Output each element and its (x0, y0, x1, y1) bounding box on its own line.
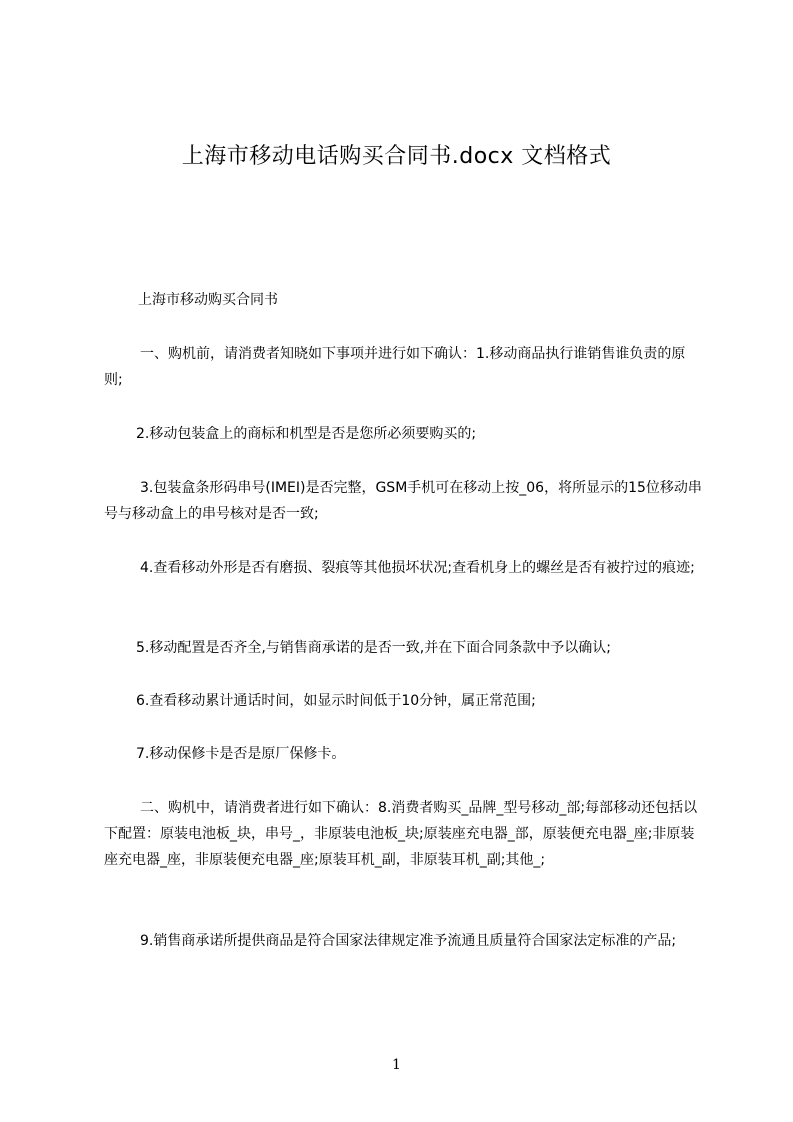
paragraph-4: 4.查看移动外形是否有磨损、裂痕等其他损坏状况;查看机身上的螺丝是否有被拧过的痕迹; (140, 560, 695, 576)
paragraph-5: 5.移动配置是否齐全,与销售商承诺的是否一致,并在下面合同条款中予以确认; (136, 640, 611, 656)
paragraph-1: 一、购机前，请消费者知晓如下事项并进行如下确认：1.移动商品执行谁销售谁负责的原则; (104, 346, 686, 388)
paragraph-6: 6.查看移动累计通话时间，如显示时间低于10分钟，属正常范围; (136, 693, 536, 709)
paragraph-2: 2.移动包装盒上的商标和机型是否是您所必须要购买的; (136, 426, 477, 442)
paragraph-9: 9.销售商承诺所提供商品是符合国家法律规定准予流通且质量符合国家法定标准的产品; (140, 933, 677, 949)
paragraph-7: 7.移动保修卡是否是原厂保修卡。 (136, 746, 346, 762)
document-subtitle: 上海市移动购买合同书 (138, 292, 278, 308)
paragraph-8: 二、购机中，请消费者进行如下确认：8.消费者购买_品牌_型号移动_部;每部移动还包括以下配置：原装电池板_块，串号_，非原装电池板_块;原装座充电器_部，原装便充电器_座;非原装座充电器_座，非原装便充电器_座;原装耳机_副，非原装耳机_副;其他_; (104, 800, 698, 868)
paragraph-3: 3.包装盒条形码串号(IMEI)是否完整，GSM手机可在移动上按_06，将所显示的15位移动串号与移动盒上的串号核对是否一致; (104, 480, 702, 522)
page-number: 1 (392, 1057, 401, 1073)
document-title: 上海市移动电话购买合同书.docx 文档格式 (181, 144, 612, 169)
